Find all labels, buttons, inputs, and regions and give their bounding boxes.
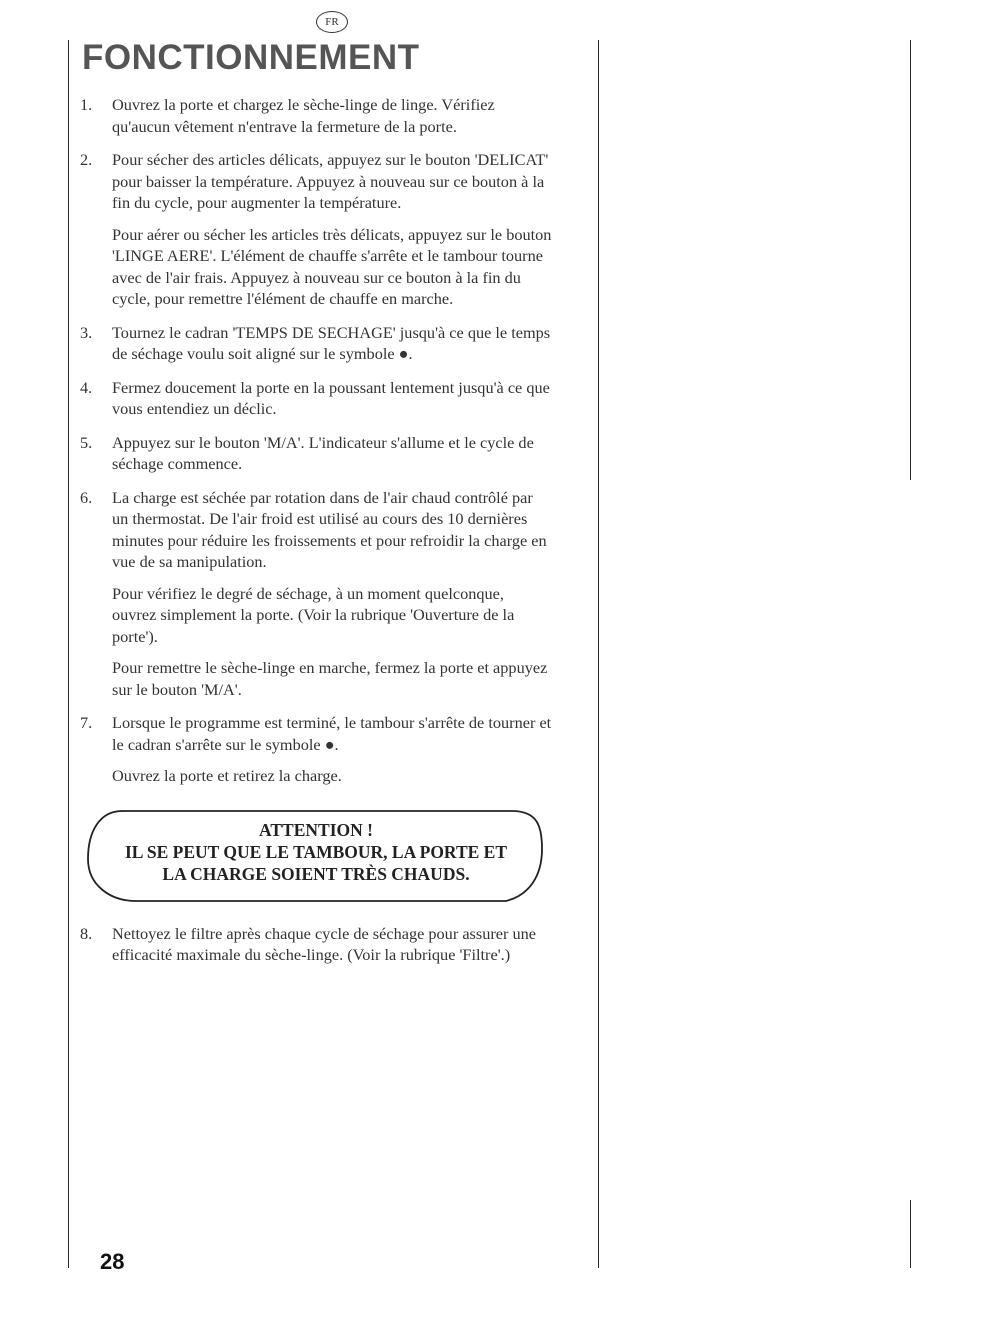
step-number: 8.	[80, 923, 93, 943]
step-paragraph: Nettoyez le filtre après chaque cycle de séchage pour assurer une efficacité maximale du sèche-linge. (Voir la rubrique 'Filtre'.)	[112, 923, 537, 964]
right-margin-rule-lower	[910, 1200, 911, 1268]
step-number: 7.	[80, 713, 93, 732]
step-paragraph: Ouvrez la porte et chargez le sèche-linge de linge. Vérifiez qu'aucun vêtement n'entrave la fermeture de la porte.	[112, 95, 495, 136]
instruction-step	[80, 487, 552, 701]
step-paragraph: Fermez doucement la porte en la poussant lentement jusqu'à ce que vous entendiez un déclic.	[112, 377, 550, 418]
language-badge: FR	[316, 11, 348, 33]
instruction-step	[80, 94, 552, 137]
instruction-step	[80, 923, 552, 966]
page-number: 28	[100, 1249, 125, 1274]
instruction-step	[80, 432, 552, 475]
step-paragraph: Appuyez sur le bouton 'M/A'. L'indicateur s'allume et le cycle de séchage commence.	[112, 432, 534, 473]
instruction-step	[80, 377, 552, 420]
step-number: 4.	[80, 377, 93, 397]
step-paragraph: Pour vérifiez le degré de séchage, à un moment quelconque, ouvrez simplement la porte. (Voir la rubrique 'Ouverture de la porte').	[112, 583, 515, 646]
step-paragraph: Pour remettre le sèche-linge en marche, fermez la porte et appuyez sur le bouton 'M/A'.	[112, 658, 548, 699]
step-number: 1.	[80, 95, 93, 114]
page-title: FONCTIONNEMENT	[82, 38, 420, 77]
instruction-step	[80, 322, 552, 365]
step-paragraph: Pour sécher des articles délicats, appuyez sur le bouton 'DELICAT' pour baisser la température. Appuyez à nouveau sur ce bouton à la fin du cycle, pour augmenter la température.	[112, 150, 549, 212]
step-number: 2.	[80, 150, 93, 169]
warning-box	[80, 805, 552, 909]
steps-list	[80, 94, 552, 787]
left-margin-rule	[68, 40, 69, 1268]
step-number: 3.	[80, 322, 93, 342]
step-paragraph: Ouvrez la porte et retirez la charge.	[112, 766, 342, 785]
column-divider-rule	[598, 40, 599, 1268]
steps-list-continued	[80, 923, 552, 966]
step-paragraph: Lorsque le programme est terminé, le tambour s'arrête de tourner et le cadran s'arrête sur le symbole ●.	[112, 713, 552, 754]
instructions-column	[80, 94, 552, 978]
instruction-step	[80, 712, 552, 787]
step-number: 6.	[80, 487, 93, 507]
step-number: 5.	[80, 432, 93, 452]
instruction-step	[80, 149, 552, 310]
warning-line-2: LA CHARGE SOIENT TRÈS CHAUDS.	[162, 863, 470, 884]
step-paragraph: La charge est séchée par rotation dans de l'air chaud contrôlé par un thermostat. De l'air froid est utilisé au cours des 10 dernières minutes pour réduire les froissements et pour refroidir la charge en vue de sa manipulation.	[112, 487, 547, 571]
step-paragraph: Pour aérer ou sécher les articles très délicats, appuyez sur le bouton 'LINGE AERE'. L'élément de chauffe s'arrête et le tambour tourne avec de l'air frais. Appuyez à nouveau sur ce bouton à la fin du cycle, pour remettre l'élément de chauffe en marche.	[112, 224, 552, 308]
right-margin-rule	[910, 40, 911, 480]
step-paragraph: Tournez le cadran 'TEMPS DE SECHAGE' jusqu'à ce que le temps de séchage voulu soit aligné sur le symbole ●.	[112, 322, 551, 363]
warning-line-1: IL SE PEUT QUE LE TAMBOUR, LA PORTE ET	[124, 841, 508, 862]
warning-text	[80, 819, 552, 885]
warning-heading: ATTENTION !	[259, 819, 373, 840]
